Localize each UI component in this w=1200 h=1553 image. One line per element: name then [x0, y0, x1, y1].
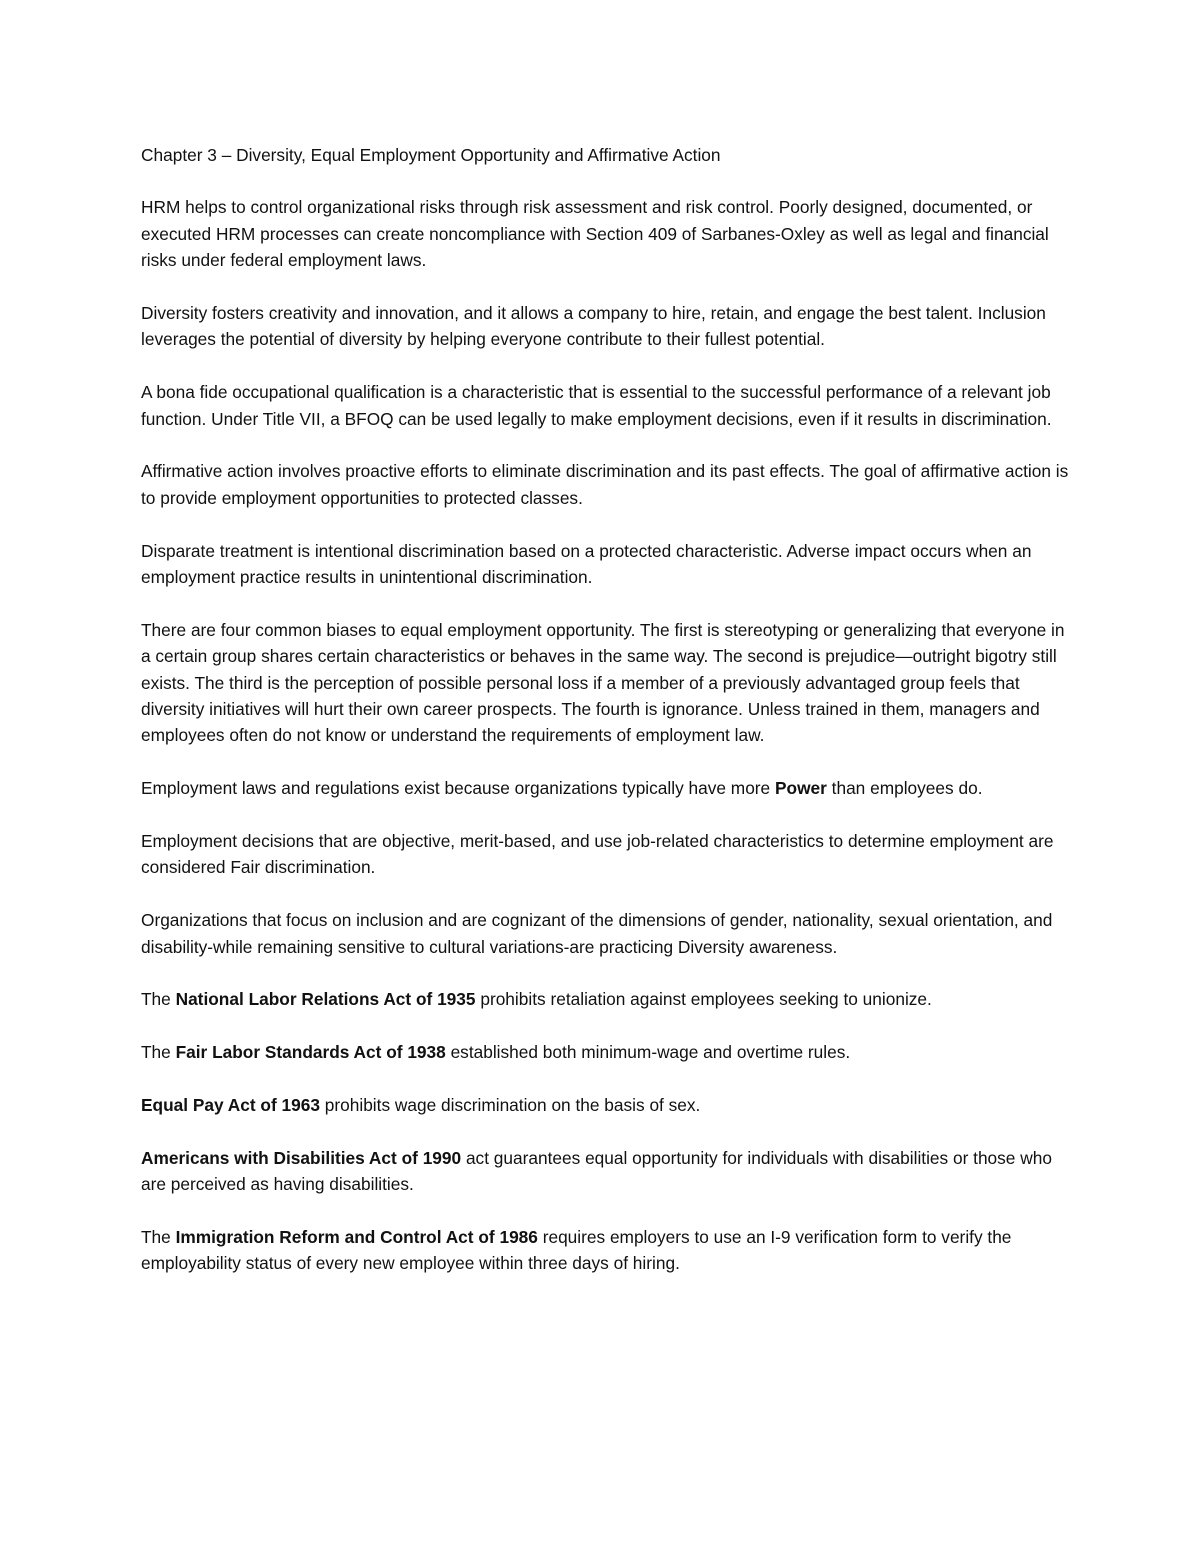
paragraph-equal-pay: [141, 1092, 1071, 1118]
paragraph-equal-pay-after: prohibits wage discrimination on the basis of sex.: [319, 1095, 701, 1116]
paragraph-four-biases: There are four common biases to equal employment opportunity. The first is stereotyping or generalizing that everyone in a certain group shares certain characteristics or behaves in the same way. The second is prejudice—outright bigotry still exists. The third is the perception of possible personal loss if a member of a previously advantaged group feels that diversity initiatives will hurt their own career prospects. The fourth is ignorance. Unless trained in them, managers and employees often do not know or understand the requirements of employment law.: [141, 619, 1065, 746]
chapter-title: Chapter 3 – Diversity, Equal Employment Opportunity and Affirmative Action: [141, 145, 721, 165]
paragraph-flsa-after: established both minimum-wage and overtime rules.: [445, 1042, 851, 1063]
paragraph-power-text-before: Employment laws and regulations exist because organizations typically have more: [141, 778, 775, 799]
paragraph-irca-before: The: [141, 1227, 176, 1248]
paragraph-power-text-after: than employees do.: [826, 778, 983, 799]
paragraph-ada-bold: Americans with Disabilities Act of 1990: [141, 1147, 462, 1168]
paragraph-nlra-bold: National Labor Relations Act of 1935: [175, 989, 476, 1010]
paragraph-disparate-treatment: Disparate treatment is intentional discrimination based on a protected characteristic. Adverse impact occurs when an employment practice results in unintentional discrimination.: [141, 540, 1032, 588]
paragraph-ada-after: act guarantees equal opportunity for individuals with disabilities or those who are perceived as having disabilities.: [141, 1147, 1052, 1195]
paragraph-nlra-before: The: [141, 989, 176, 1010]
paragraph-diversity-awareness: Organizations that focus on inclusion and are cognizant of the dimensions of gender, nationality, sexual orientation, and disability-while remaining sensitive to cultural variations-are practicing Diversity awareness.: [141, 910, 1053, 957]
paragraph-power-bold: Power: [774, 778, 827, 799]
paragraph-nlra-after: prohibits retaliation against employees seeking to unionize.: [475, 989, 932, 1010]
paragraph-flsa-bold: Fair Labor Standards Act of 1938: [175, 1042, 446, 1063]
paragraph-diversity: Diversity fosters creativity and innovation, and it allows a company to hire, retain, and engage the best talent. Inclusion leverages the potential of diversity by helping everyone contribute to their fullest potential.: [141, 303, 1046, 350]
paragraph-flsa-before: The: [141, 1042, 176, 1063]
paragraph-irca-after: requires employers to use an I-9 verification form to verify the employability status of every new employee within three days of hiring.: [141, 1227, 1012, 1274]
paragraph-irca: [141, 1224, 1071, 1277]
paragraph-bfoq: A bona fide occupational qualification is a characteristic that is essential to the successful performance of a relevant job function. Under Title VII, a BFOQ can be used legally to make employment decisions, even if it results in discrimination.: [141, 382, 1052, 429]
paragraph-nlra: [141, 986, 1071, 1012]
paragraph-irca-bold: Immigration Reform and Control Act of 1986: [175, 1227, 538, 1248]
paragraph-flsa: [141, 1039, 1071, 1065]
paragraph-hrm-risk: HRM helps to control organizational risks through risk assessment and risk control. Poorly designed, documented, or executed HRM processes can create noncompliance with Section 409 of Sarbanes-Oxley as well as legal and financial risks under federal employment laws.: [141, 197, 1049, 271]
paragraph-equal-pay-bold: Equal Pay Act of 1963: [141, 1095, 320, 1116]
paragraph-ada: [141, 1145, 1071, 1198]
paragraph-fair-discrimination: Employment decisions that are objective, merit-based, and use job-related characteristics to determine employment are considered Fair discrimination.: [141, 831, 1054, 878]
paragraph-power: [141, 775, 1071, 801]
document-page: [141, 142, 1071, 1303]
paragraph-affirmative-action: Affirmative action involves proactive efforts to eliminate discrimination and its past effects. The goal of affirmative action is to provide employment opportunities to protected classes.: [141, 461, 1069, 508]
